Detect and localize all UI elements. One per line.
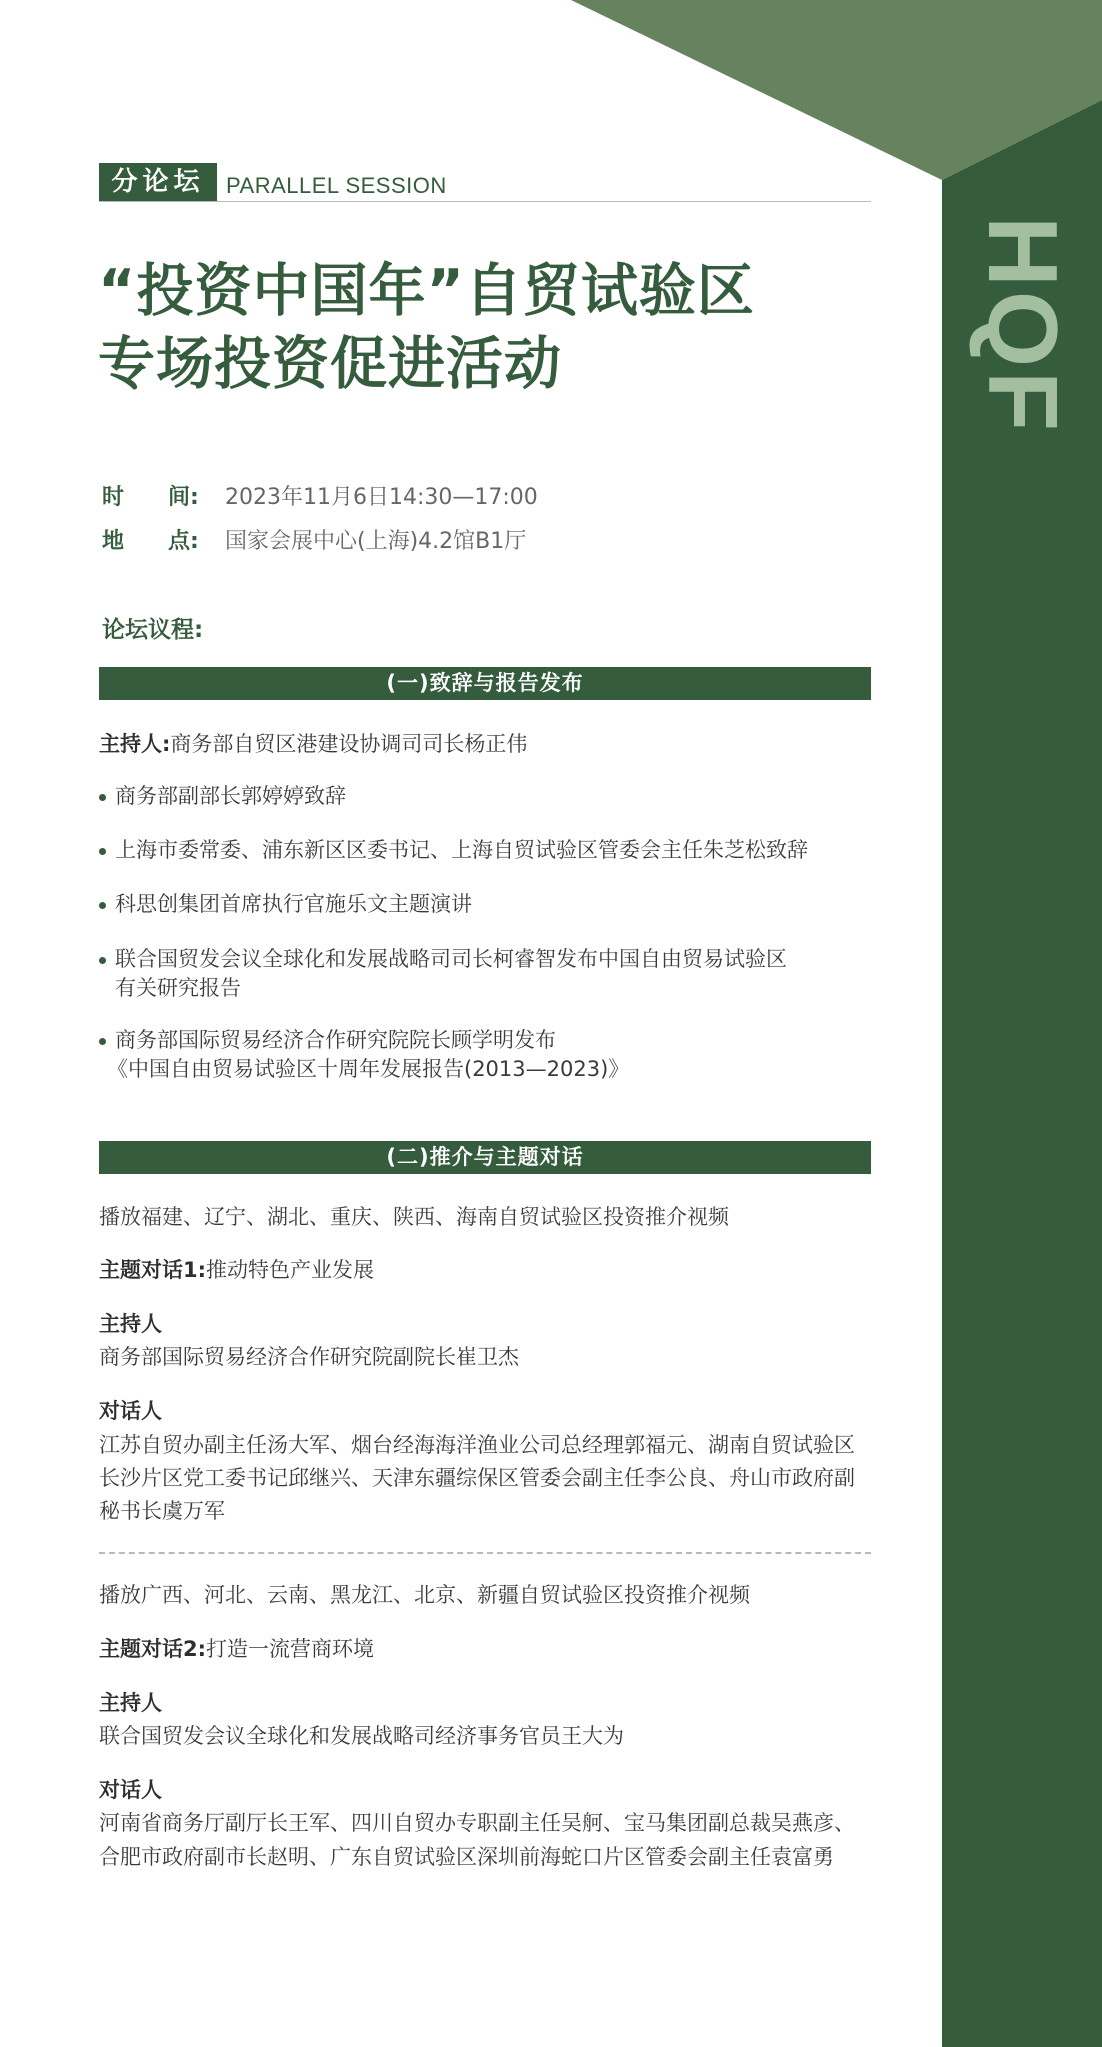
hqf-logo-text: HQF (968, 215, 1078, 435)
section-2-heading: (二)推介与主题对话 (99, 1141, 871, 1174)
agenda-item-text: 上海市委常委、浦东新区区委书记、上海自贸试验区管委会主任朱芝松致辞 (115, 838, 808, 862)
block-1-panel-line: 长沙片区党工委书记邱继兴、天津东疆综保区管委会副主任李公良、舟山市政府副 (99, 1466, 855, 1490)
section-1-heading: (一)致辞与报告发布 (99, 667, 871, 700)
agenda-item (99, 836, 879, 865)
block-1-host-value: 商务部国际贸易经济合作研究院副院长崔卫杰 (99, 1345, 519, 1369)
block-1-video: 播放福建、辽宁、湖北、重庆、陕西、海南自贸试验区投资推介视频 (99, 1205, 729, 1229)
time-value: 2023年11月6日14:30—17:00 (225, 485, 538, 510)
bullet-icon (99, 1038, 106, 1045)
host-value: 商务部自贸区港建设协调司司长杨正伟 (170, 732, 528, 756)
agenda-item-text: 联合国贸发会议全球化和发展战略司司长柯睿智发布中国自由贸易试验区 (115, 947, 787, 971)
agenda-item-text: 商务部国际贸易经济合作研究院院长顾学明发布 (115, 1028, 556, 1052)
block-1-panel-line: 秘书长虞万军 (99, 1499, 225, 1523)
bullet-icon (99, 848, 106, 855)
place-label: 地 点: (102, 529, 199, 554)
place-row (102, 527, 526, 557)
block-1-host-label: 主持人 (99, 1312, 162, 1336)
agenda-label: 论坛议程: (102, 617, 204, 643)
agenda-item-text: 科思创集团首席执行官施乐文主题演讲 (115, 892, 472, 916)
bullet-icon (99, 957, 106, 964)
block-1-panel-line: 江苏自贸办副主任汤大军、烟台经海海洋渔业公司总经理郭福元、湖南自贸试验区 (99, 1433, 855, 1457)
agenda-item-text: 《中国自由贸易试验区十周年发展报告(2013—2023)》 (107, 1057, 630, 1081)
dialog-label: 主题对话2: (99, 1637, 207, 1661)
divider (99, 1552, 871, 1554)
time-row (102, 483, 538, 513)
session-tag-en: PARALLEL SESSION (226, 173, 447, 198)
block-2-panel-label: 对话人 (99, 1778, 162, 1802)
block-2-panel-line: 河南省商务厅副厅长王军、四川自贸办专职副主任吴舸、宝马集团副总裁吴燕彦、 (99, 1811, 855, 1835)
agenda-item (99, 890, 879, 919)
host-label: 主持人: (99, 732, 171, 756)
hqf-logo (945, 210, 1100, 440)
block-2-host-label: 主持人 (99, 1691, 162, 1715)
block-2-panel-line: 合肥市政府副市长赵明、广东自贸试验区深圳前海蛇口片区管委会副主任袁富勇 (99, 1845, 834, 1869)
session-tag-cn: 分论坛 (99, 163, 217, 201)
agenda-item-text: 有关研究报告 (115, 976, 241, 1000)
section-1-host (99, 729, 527, 759)
agenda-item-text: 商务部副部长郭婷婷致辞 (115, 784, 346, 808)
block-2-video: 播放广西、河北、云南、黑龙江、北京、新疆自贸试验区投资推介视频 (99, 1583, 750, 1607)
page-title (98, 255, 918, 401)
dialog-value: 推动特色产业发展 (206, 1258, 375, 1282)
block-2-dialog (99, 1634, 374, 1664)
session-tag (99, 163, 871, 202)
dialog-label: 主题对话1: (99, 1258, 207, 1282)
agenda-item (99, 1026, 879, 1084)
block-2-host-value: 联合国贸发会议全球化和发展战略司经济事务官员王大为 (99, 1724, 624, 1748)
block-1-dialog (99, 1255, 374, 1285)
dialog-value: 打造一流营商环境 (206, 1637, 375, 1661)
block-1-panel-label: 对话人 (99, 1399, 162, 1423)
bullet-icon (99, 902, 106, 909)
bullet-icon (99, 794, 106, 801)
title-line-2: 专场投资促进活动 (98, 331, 562, 397)
agenda-item (99, 782, 879, 811)
title-line-1: “投资中国年”自贸试验区 (98, 258, 755, 324)
agenda-item (99, 945, 879, 1003)
time-label: 时 间: (102, 485, 199, 510)
place-value: 国家会展中心(上海)4.2馆B1厅 (225, 529, 527, 554)
